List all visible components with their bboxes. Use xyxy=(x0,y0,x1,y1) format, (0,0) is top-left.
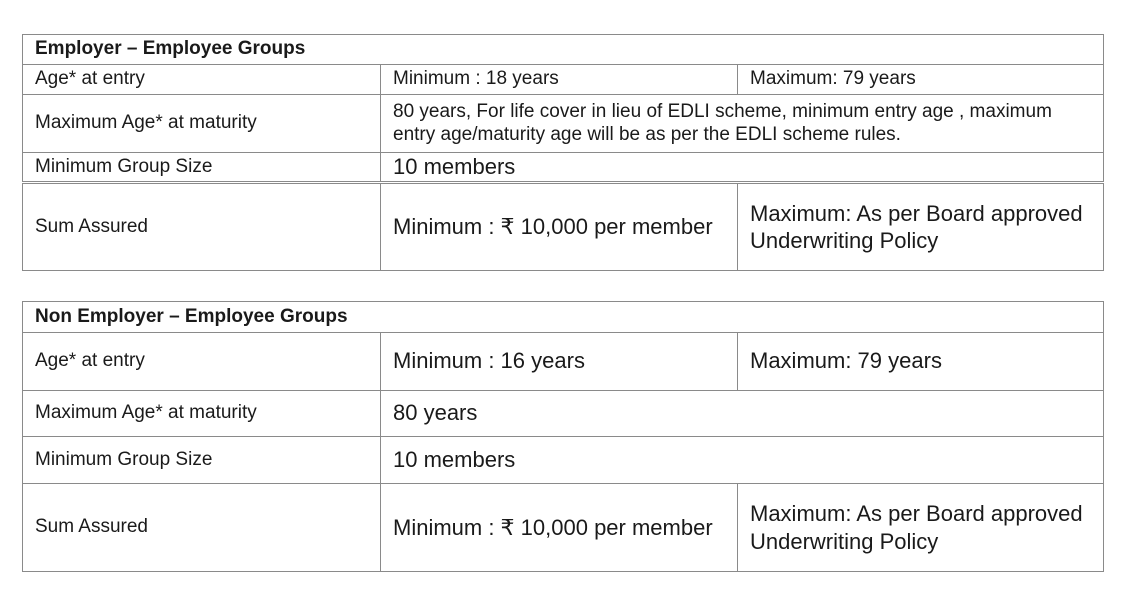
minimum-value: Minimum : ₹ 10,000 per member xyxy=(381,484,738,572)
maximum-value: Maximum: 79 years xyxy=(738,65,1104,95)
table-header-row xyxy=(23,302,1104,333)
non-employer-groups-table xyxy=(22,301,1104,572)
table-header-row xyxy=(23,35,1104,65)
row-value: 10 members xyxy=(381,437,1104,484)
table-row xyxy=(23,484,1104,572)
employer-groups-table xyxy=(22,34,1104,271)
row-label: Maximum Age* at maturity xyxy=(23,95,381,153)
table-title: Non Employer – Employee Groups xyxy=(23,302,1104,333)
table-row xyxy=(23,65,1104,95)
table-row xyxy=(23,153,1104,183)
table-row xyxy=(23,333,1104,391)
maximum-value: Maximum: As per Board approved Underwriting Policy xyxy=(738,484,1104,572)
maximum-value: Maximum: 79 years xyxy=(738,333,1104,391)
row-value: 80 years, For life cover in lieu of EDLI scheme, minimum entry age , maximum entry age/maturity age will be as per the EDLI scheme rules. xyxy=(381,95,1104,153)
row-label: Sum Assured xyxy=(23,484,381,572)
maximum-value: Maximum: As per Board approved Underwriting Policy xyxy=(738,183,1104,271)
row-value: 80 years xyxy=(381,391,1104,437)
table-row xyxy=(23,95,1104,153)
row-label: Minimum Group Size xyxy=(23,153,381,183)
row-label: Minimum Group Size xyxy=(23,437,381,484)
minimum-value: Minimum : 18 years xyxy=(381,65,738,95)
minimum-value: Minimum : 16 years xyxy=(381,333,738,391)
row-label: Maximum Age* at maturity xyxy=(23,391,381,437)
row-label: Age* at entry xyxy=(23,65,381,95)
table-row xyxy=(23,437,1104,484)
table-title: Employer – Employee Groups xyxy=(23,35,1104,65)
row-value: 10 members xyxy=(381,153,1104,183)
row-label: Sum Assured xyxy=(23,183,381,271)
minimum-value: Minimum : ₹ 10,000 per member xyxy=(381,183,738,271)
table-row xyxy=(23,183,1104,271)
table-row xyxy=(23,391,1104,437)
row-label: Age* at entry xyxy=(23,333,381,391)
